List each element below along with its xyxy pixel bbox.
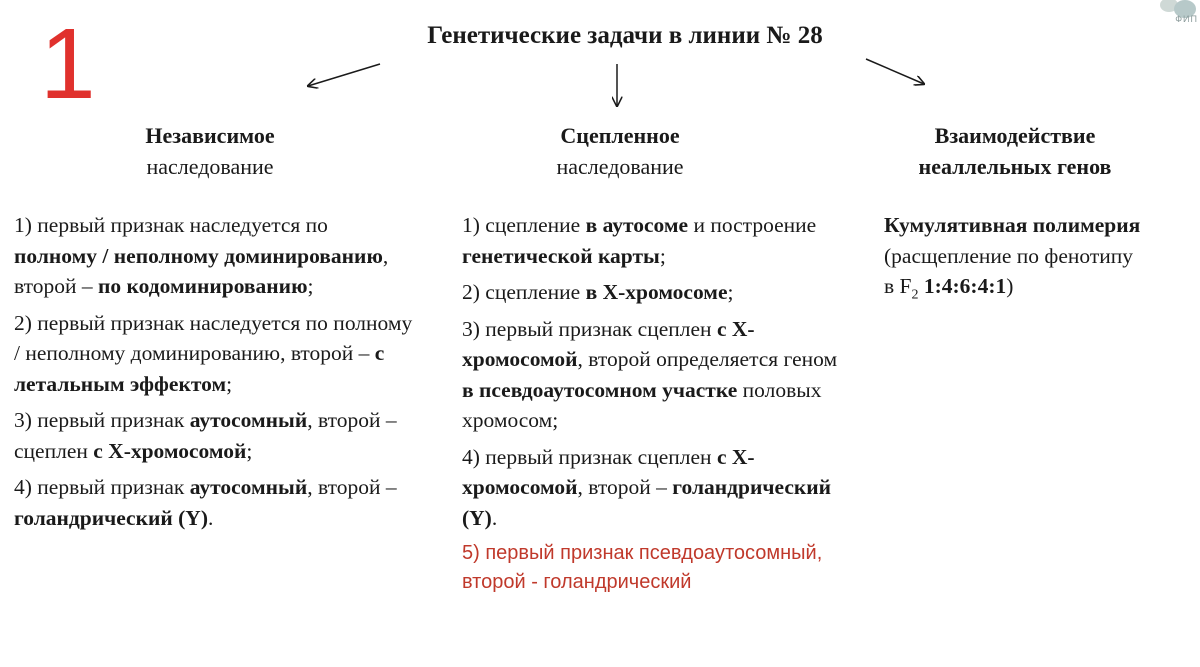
cumulative-polymery-title: Кумулятивная полимерия [884, 213, 1141, 237]
column-head-normal: наследование [146, 154, 274, 179]
independent-list [14, 210, 414, 539]
list-item: 4) первый признак аутосомный, второй – голандрический (Y). [14, 475, 397, 530]
arrow-left [308, 64, 380, 86]
list-item: 3) первый признак аутосомный, второй – сцеплен с Х-хромосомой; [14, 408, 397, 463]
column-head-bold: Взаимодействие неаллельных генов [918, 123, 1112, 179]
list-item: 2) первый признак наследуется по полному / неполному доминированию, второй – с летальным эффектом; [14, 310, 413, 396]
list-item: 2) сцепление в Х-хромосоме; [462, 280, 734, 304]
list-item: 3) первый признак сцеплен с Х-хромосомой, второй определяется геном в псевдоаутосомном участке половых хромосом; [462, 316, 838, 432]
slide-number: 1 [40, 8, 96, 120]
column-head-bold: Независимое [145, 123, 275, 148]
linked-list [462, 210, 847, 597]
column-head-interaction [890, 120, 1140, 182]
interaction-content [884, 210, 1200, 311]
note-pseudoautosomal [462, 539, 847, 597]
list-item: 1) первый признак наследуется по полному / неполному доминированию, второй – по кодоминированию; [14, 213, 389, 298]
segregation-text: (расщепление по фенотипу [884, 243, 1134, 268]
list-item: 1) сцепление в аутосоме и построение генетической карты; [462, 213, 817, 268]
column-head-bold: Сцепленное [560, 123, 680, 148]
arrow-right [866, 59, 924, 84]
segregation-ratio: в $F_2$ 1:4:6:4:1) [884, 274, 1014, 303]
note-line: второй - голандрический [462, 571, 692, 593]
note-line: 5) первый признак псевдоаутосомный, [462, 542, 823, 564]
logo-text: ФИП [1175, 14, 1198, 24]
page-title: Генетические задачи в линии № 28 [427, 22, 823, 49]
column-head-normal: наследование [556, 154, 684, 179]
column-head-linked [520, 120, 720, 182]
column-head-independent [110, 120, 310, 182]
list-item: 4) первый признак сцеплен с Х-хромосомой, второй – голандрический (Y). [462, 444, 832, 530]
